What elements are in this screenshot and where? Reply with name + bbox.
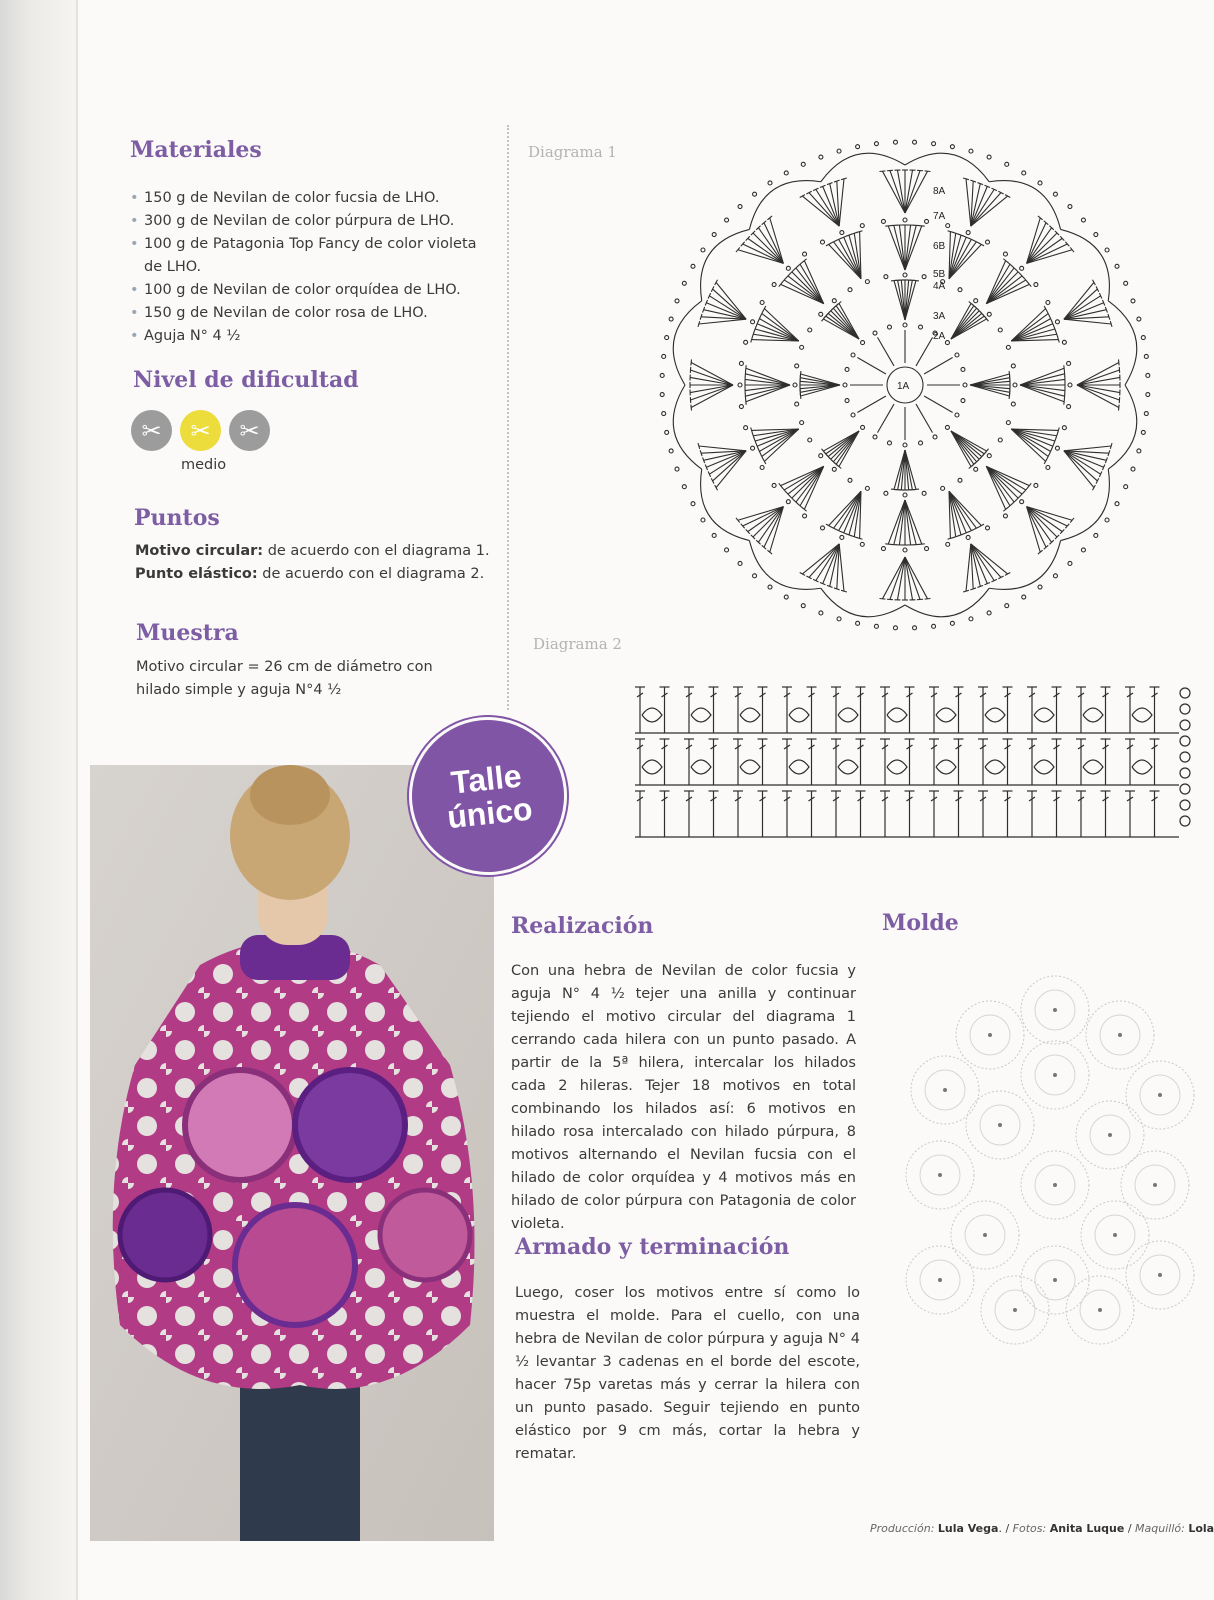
motif-center bbox=[1098, 1308, 1102, 1312]
scissors-icon: ✂ bbox=[229, 410, 270, 451]
motif-center bbox=[1053, 1073, 1057, 1077]
realizacion-text: Con una hebra de Nevilan de color fucsia y aguja N° 4 ½ tejer una anilla y continuar tejiendo el motivo circular del diagrama 1 cerrando cada hilera con un punto pasado. A partir de la 5ª hilera, intercalar los hilados cada 2 hileras. Tejer 18 motivos en total combinando los hilados así: 6 motivos en hilado rosa intercalado con hilado púrpura, 8 motivos alternando el Nevilan fucsia con el hilado de color orquídea y 4 motivos más en hilado de color púrpura con Patagonia de color violeta. bbox=[511, 963, 856, 1232]
materiales-heading: Materiales bbox=[130, 137, 262, 163]
badge-line-1: Talle bbox=[449, 757, 524, 801]
puntos-label: Motivo circular: bbox=[135, 543, 264, 559]
motif-center bbox=[1053, 1008, 1057, 1012]
round-label: 7A bbox=[933, 211, 946, 222]
round-label: 6B bbox=[933, 241, 946, 252]
muestra-heading: Muestra bbox=[136, 620, 239, 646]
puntos-text: de acuerdo con el diagrama 1. bbox=[263, 543, 490, 559]
badge-line-2: único bbox=[445, 790, 535, 836]
puntos-label: Punto elástico: bbox=[135, 566, 258, 582]
motif-center bbox=[1118, 1033, 1122, 1037]
list-item: • 150 g de Nevilan de color rosa de LHO. bbox=[130, 302, 490, 325]
muestra-text: Motivo circular = 26 cm de diámetro con hilado simple y aguja N°4 ½ bbox=[136, 659, 433, 698]
column-divider bbox=[507, 125, 509, 710]
list-item bbox=[135, 540, 495, 563]
credits-line: Producción: Lula Vega. / Fotos: Anita Luque / Maquilló: Lola bbox=[870, 1522, 1214, 1535]
motif-center bbox=[938, 1173, 942, 1177]
motif-center bbox=[1113, 1233, 1117, 1237]
materiales-list bbox=[130, 187, 490, 348]
page-gutter-line bbox=[76, 0, 78, 1600]
credit-value: Lula Vega bbox=[937, 1522, 999, 1535]
motif-center bbox=[1153, 1183, 1157, 1187]
motif-center bbox=[998, 1123, 1002, 1127]
motif-center bbox=[983, 1233, 987, 1237]
puntos-heading: Puntos bbox=[134, 505, 220, 531]
round-label: 1A bbox=[897, 381, 910, 392]
realizacion-heading: Realización bbox=[511, 913, 654, 939]
motif-center bbox=[988, 1033, 992, 1037]
motif-center bbox=[1158, 1093, 1162, 1097]
motif-center bbox=[1013, 1308, 1017, 1312]
dificultad-heading: Nivel de dificultad bbox=[133, 367, 359, 393]
list-item: • Aguja N° 4 ½ bbox=[130, 325, 490, 348]
round-label: 2A bbox=[933, 331, 946, 342]
armado-text: Luego, coser los motivos entre sí como lo muestra el molde. Para el cuello, con una hebra de Nevilan de color púrpura y aguja N° 4 ½ levantar 3 cadenas en el borde del escote, hacer 75p varetas más y cerrar la hilera con un punto pasado. Seguir tejiendo en punto elástico por 9 cm más, cortar la hebra y rematar. bbox=[515, 1285, 860, 1462]
credit-label: Maquilló: bbox=[1135, 1522, 1185, 1535]
puntos-list bbox=[135, 540, 495, 586]
molde-heading: Molde bbox=[882, 910, 959, 936]
list-item: • 300 g de Nevilan de color púrpura de LHO. bbox=[130, 210, 490, 233]
model-shawl-photo bbox=[90, 765, 494, 1541]
round-label: 8A bbox=[933, 186, 946, 197]
scissors-icon: ✂ bbox=[131, 410, 172, 451]
motif-center bbox=[1158, 1273, 1162, 1277]
motif-center bbox=[1053, 1183, 1057, 1187]
list-item bbox=[135, 563, 495, 586]
page-binding-shadow bbox=[0, 0, 78, 1600]
round-label: 3A bbox=[933, 311, 946, 322]
diagrama1-label: Diagrama 1 bbox=[528, 143, 617, 161]
credit-value: Lola bbox=[1188, 1522, 1214, 1535]
scissors-icon: ✂ bbox=[180, 410, 221, 451]
list-item: • 100 g de Nevilan de color orquídea de LHO. bbox=[130, 279, 490, 302]
list-item: • 150 g de Nevilan de color fucsia de LHO. bbox=[130, 187, 490, 210]
puntos-text: de acuerdo con el diagrama 2. bbox=[257, 566, 485, 582]
armado-heading: Armado y terminación bbox=[515, 1234, 790, 1260]
diagram-1-circular-motif bbox=[645, 125, 1165, 645]
molde-layout-diagram bbox=[905, 975, 1200, 1325]
round-label: 4A bbox=[933, 281, 946, 292]
round-label: 5B bbox=[933, 269, 946, 280]
credit-value: Anita Luque bbox=[1049, 1522, 1125, 1535]
motif-center bbox=[1053, 1278, 1057, 1282]
credit-label: Fotos: bbox=[1012, 1522, 1047, 1535]
motif-center bbox=[1108, 1133, 1112, 1137]
credit-label: Producción: bbox=[870, 1522, 935, 1535]
motif-center bbox=[943, 1088, 947, 1092]
motif-center bbox=[938, 1278, 942, 1282]
diagram-2-elastic-stitch bbox=[630, 685, 1200, 855]
diagrama2-label: Diagrama 2 bbox=[533, 635, 622, 653]
difficulty-rating bbox=[131, 410, 270, 451]
list-item: • 100 g de Patagonia Top Fancy de color violeta de LHO. bbox=[130, 233, 490, 279]
difficulty-level-label: medio bbox=[181, 457, 227, 473]
